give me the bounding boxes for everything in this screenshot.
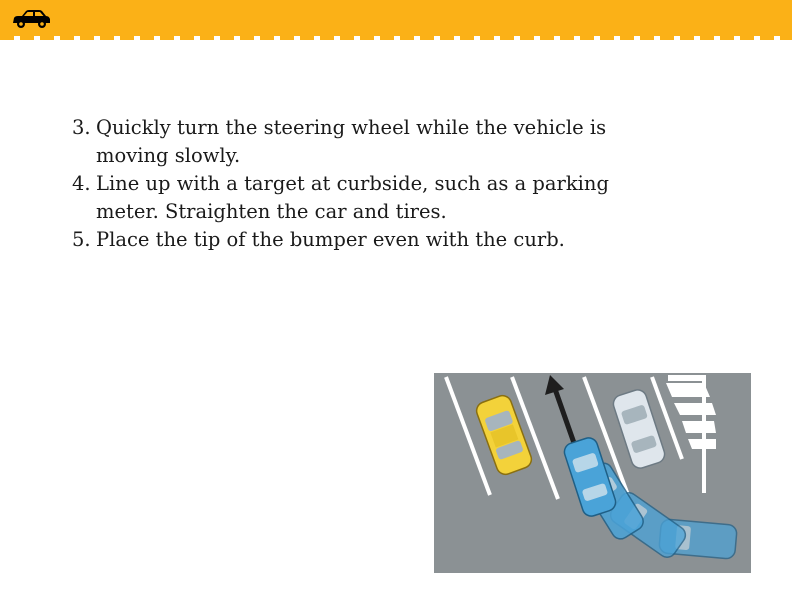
step-text: Place the tip of the bumper even with the curb. [96, 228, 565, 251]
step-item [72, 114, 632, 170]
step-text: Quickly turn the steering wheel while the vehicle is moving slowly. [96, 116, 607, 167]
step-item [72, 226, 632, 254]
step-item [72, 170, 632, 226]
step-text: Line up with a target at curbside, such as a parking meter. Straighten the car and tires. [96, 172, 609, 223]
steps-list [72, 114, 632, 254]
car-icon [10, 9, 52, 29]
header-divider [0, 36, 792, 40]
step-number: 3. [72, 116, 91, 139]
header-bar [0, 0, 792, 38]
step-number: 4. [72, 172, 91, 195]
angle-parking-illustration [434, 373, 751, 573]
step-number: 5. [72, 228, 91, 251]
